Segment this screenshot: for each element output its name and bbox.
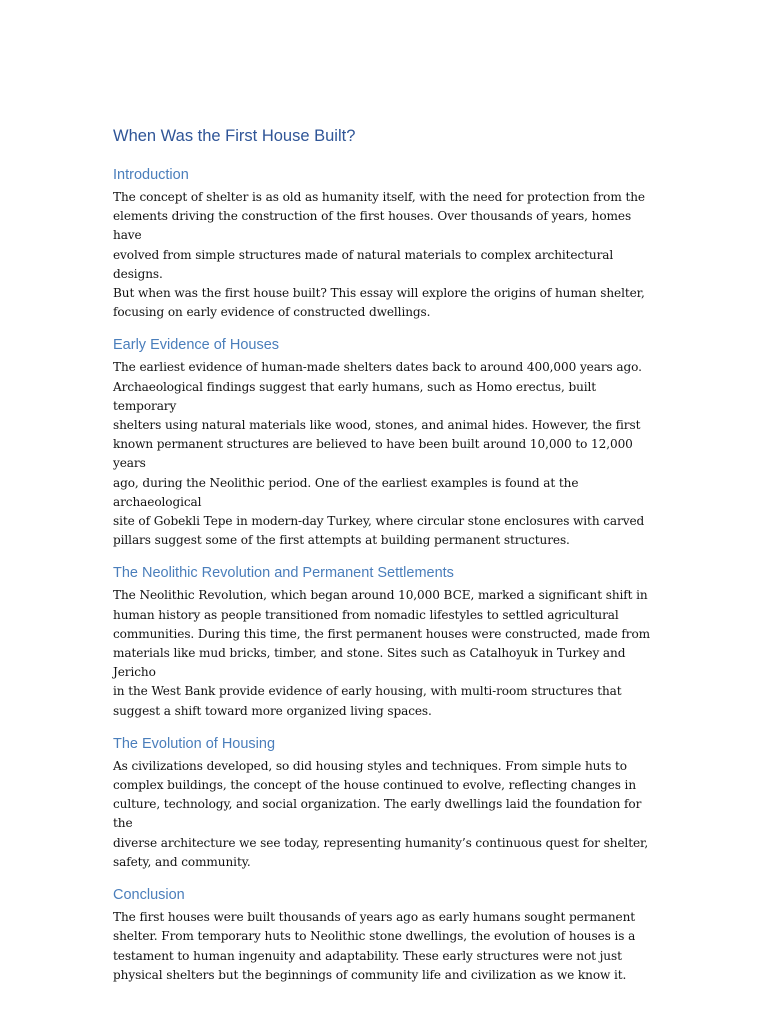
section-introduction xyxy=(113,164,658,322)
section-early-evidence xyxy=(113,334,658,550)
section-paragraph: The first houses were built thousands of years ago as early humans sought permanent shelter. From temporary huts to Neolithic stone dwellings, the evolution of houses is a testament to human ingenuity and adaptability. These early structures were not just physical shelters but the beginnings of community life and civilization as we know it. xyxy=(113,910,636,982)
section-paragraph: The earliest evidence of human-made shelters dates back to around 400,000 years ago. Archaeological findings suggest that early humans, such as Homo erectus, built temporary shelters using natural materials like wood, stones, and animal hides. However, the first known permanent structures are believed to have been built around 10,000 to 12,000 years ago, during the Neolithic period. One of the earliest examples is found at the archaeological site of Gobekli Tepe in modern-day Turkey, where circular stone enclosures with carved pillars suggest some of the first attempts at building permanent structures. xyxy=(113,360,645,548)
document-title: When Was the First House Built? xyxy=(113,127,356,145)
section-heading: The Evolution of Housing xyxy=(113,735,276,752)
section-heading: Introduction xyxy=(113,167,189,183)
document-page xyxy=(113,124,658,997)
section-heading: Conclusion xyxy=(113,887,185,904)
section-paragraph: As civilizations developed, so did housing styles and techniques. From simple huts to complex buildings, the concept of the house continued to evolve, reflecting changes in culture, technology, and social organization. The early dwellings laid the foundation for the diverse architecture we see today, representing humanity’s continuous quest for shelter, safety, and community. xyxy=(113,758,649,869)
section-paragraph: The Neolithic Revolution, which began around 10,000 BCE, marked a significant shift in human history as people transitioned from nomadic lifestyles to settled agricultural communities. During this time, the first permanent houses were constructed, made from materials like mud bricks, timber, and stone. Sites such as Catalhoyuk in Turkey and Jericho in the West Bank provide evidence of early housing, with multi-room structures that suggest a shift toward more organized living spaces. xyxy=(113,588,651,718)
section-conclusion xyxy=(113,884,658,985)
section-neolithic-revolution xyxy=(113,562,658,720)
section-evolution-of-housing xyxy=(113,733,658,872)
section-heading: Early Evidence of Houses xyxy=(113,337,280,354)
section-paragraph: The concept of shelter is as old as humanity itself, with the need for protection from the elements driving the construction of the first houses. Over thousands of years, homes have evolved from simple structures made of natural materials to complex architectural designs. But when was the first house built? This essay will explore the origins of human shelter, focusing on early evidence of constructed dwellings. xyxy=(113,190,645,320)
section-heading: The Neolithic Revolution and Permanent Settlements xyxy=(113,565,454,582)
